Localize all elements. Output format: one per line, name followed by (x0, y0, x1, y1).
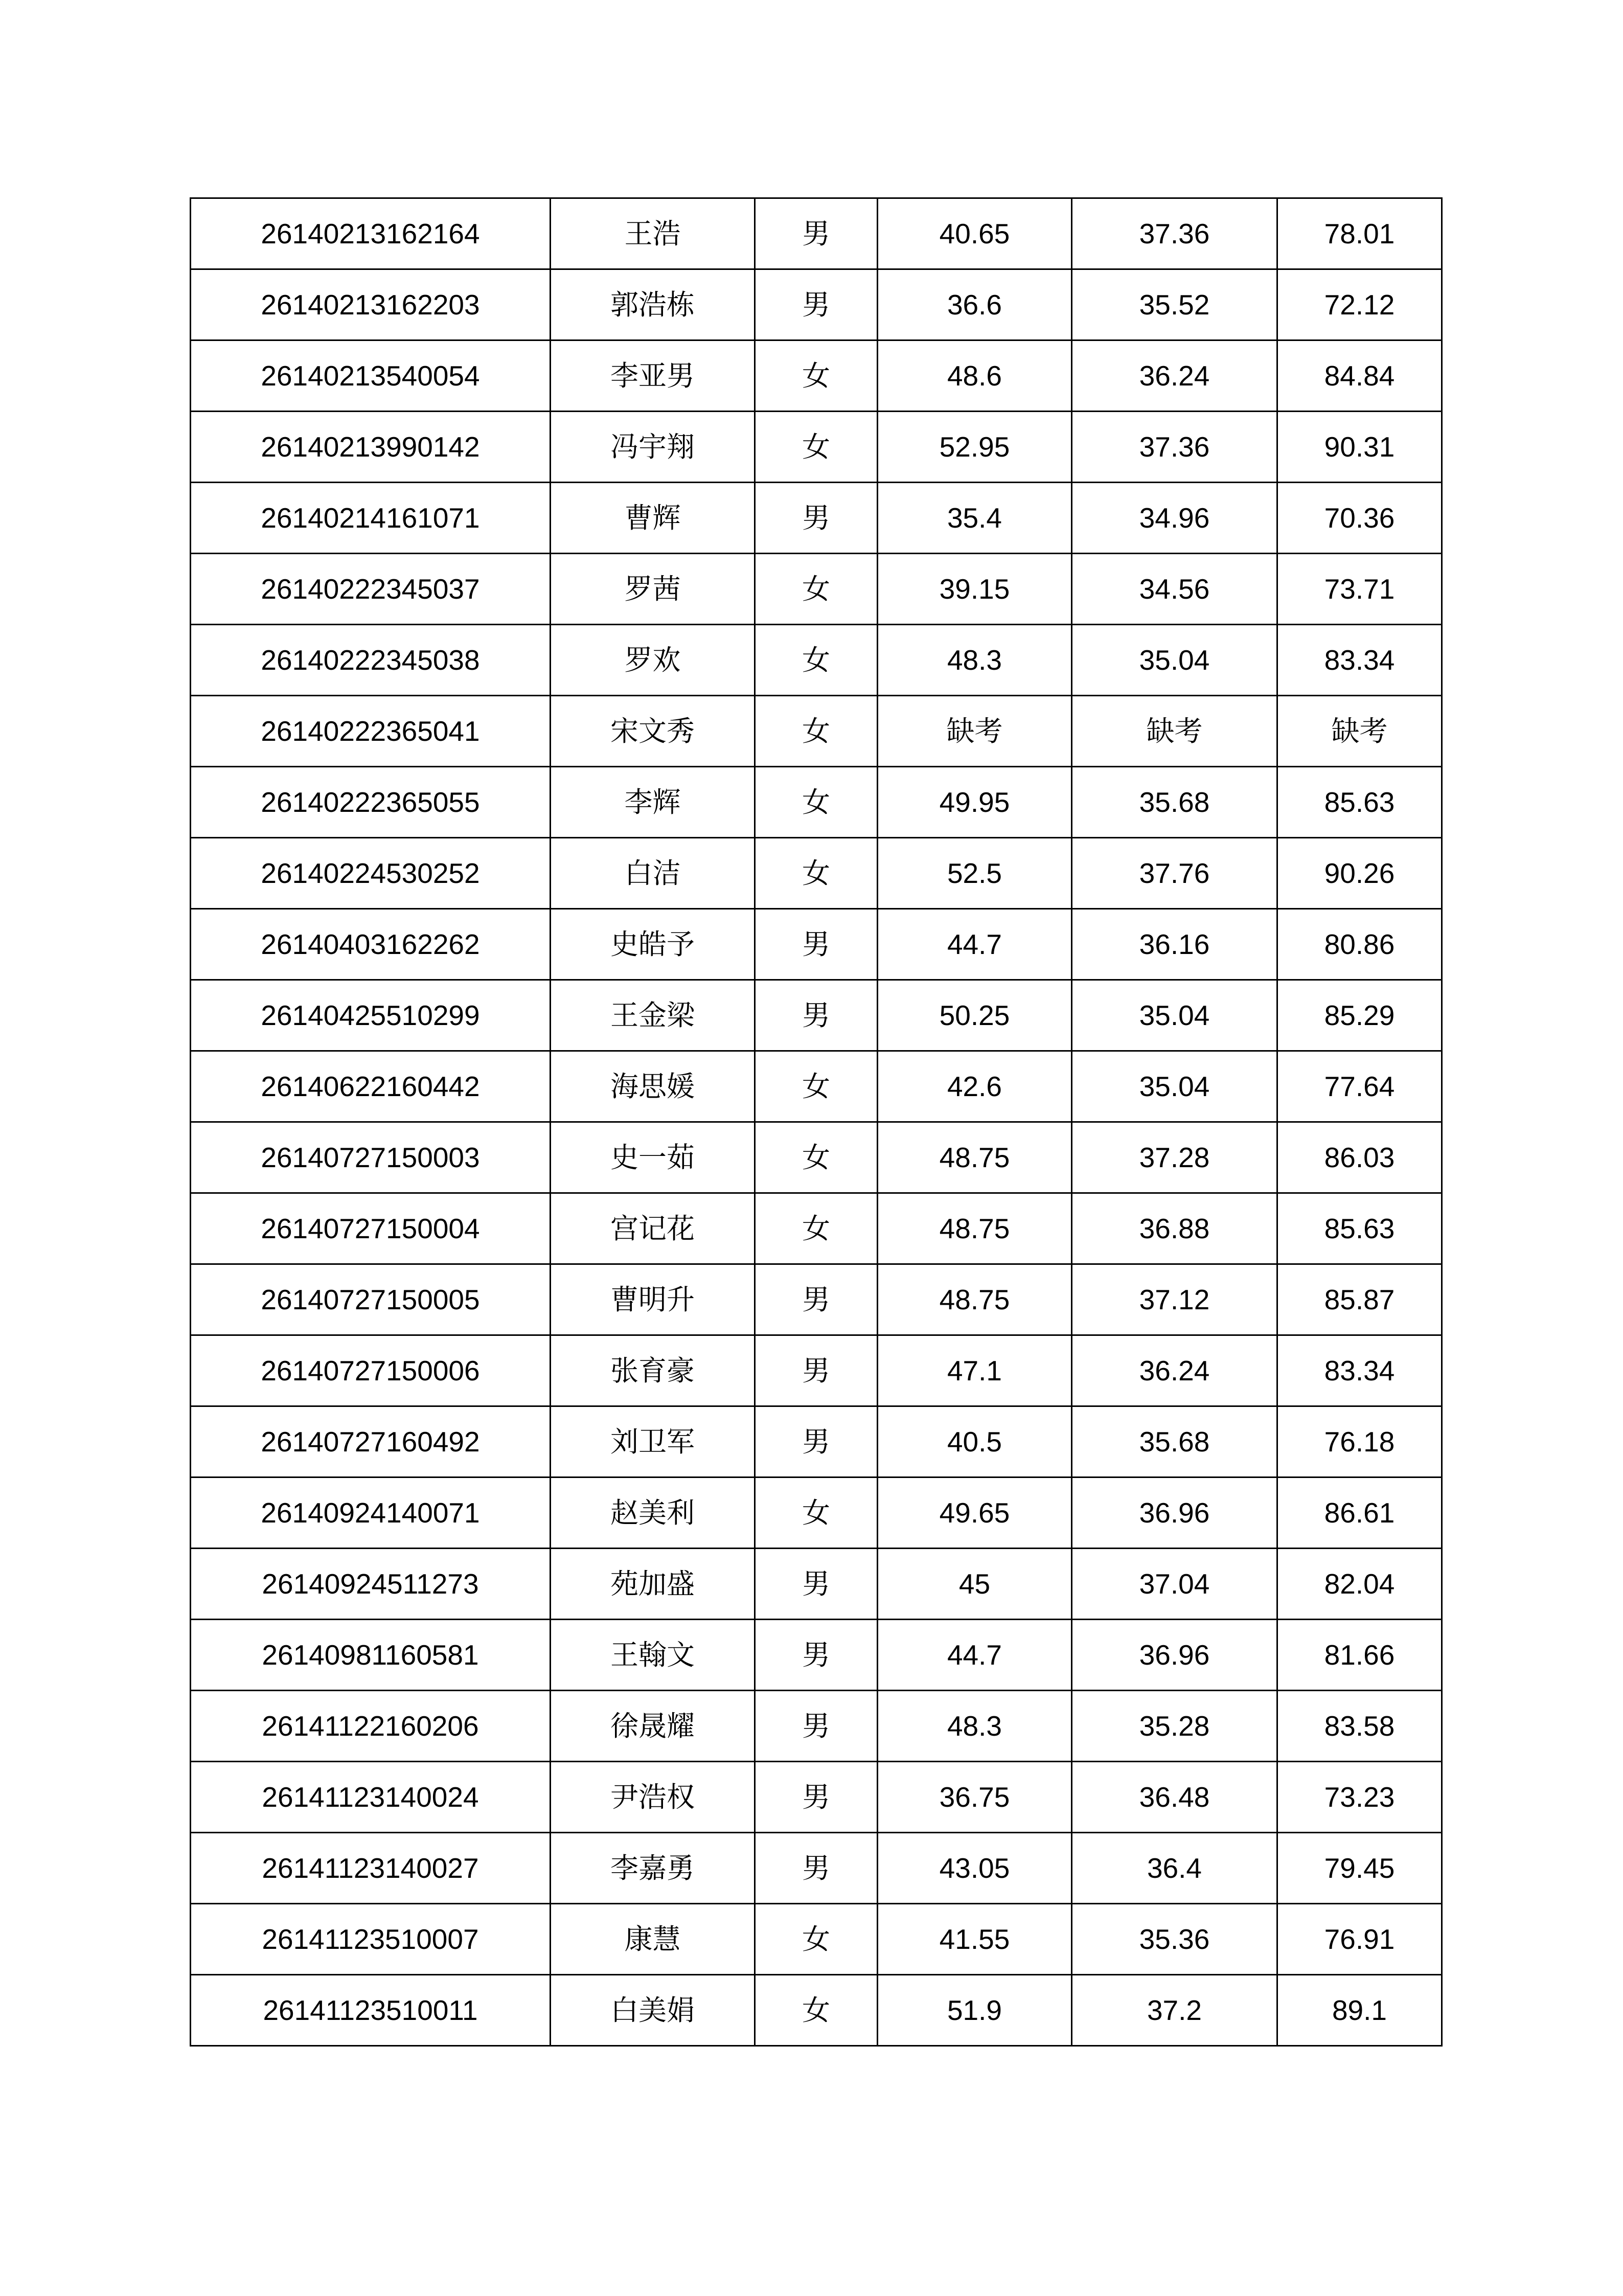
gender-cell: 女 (755, 1193, 878, 1264)
score-2-cell: 34.56 (1072, 554, 1277, 625)
table-row (191, 1335, 1442, 1406)
score-1-cell: 47.1 (878, 1335, 1072, 1406)
name-cell: 李嘉勇 (551, 1833, 755, 1904)
name-cell: 罗茜 (551, 554, 755, 625)
name-cell: 冯宇翔 (551, 412, 755, 483)
score-2-cell: 36.4 (1072, 1833, 1277, 1904)
total-score-cell: 85.63 (1277, 767, 1442, 838)
score-1-cell: 52.95 (878, 412, 1072, 483)
total-score-cell: 85.63 (1277, 1193, 1442, 1264)
total-score-cell: 89.1 (1277, 1975, 1442, 2046)
score-1-cell: 40.65 (878, 198, 1072, 269)
name-cell: 李辉 (551, 767, 755, 838)
score-2-cell: 35.68 (1072, 767, 1277, 838)
score-2-cell: 37.12 (1072, 1264, 1277, 1335)
total-score-cell: 84.84 (1277, 340, 1442, 412)
gender-cell: 女 (755, 554, 878, 625)
candidate-id-cell: 26140222365041 (191, 696, 551, 767)
table-row (191, 1406, 1442, 1477)
candidate-id-cell: 26141123140027 (191, 1833, 551, 1904)
name-cell: 宋文秀 (551, 696, 755, 767)
total-score-cell: 81.66 (1277, 1620, 1442, 1691)
total-score-cell: 83.34 (1277, 625, 1442, 696)
candidate-id-cell: 26140213162164 (191, 198, 551, 269)
score-1-cell: 39.15 (878, 554, 1072, 625)
candidate-id-cell: 26140924140071 (191, 1477, 551, 1549)
score-2-cell: 36.48 (1072, 1762, 1277, 1833)
score-2-cell: 35.28 (1072, 1691, 1277, 1762)
table-row (191, 1122, 1442, 1193)
score-1-cell: 49.65 (878, 1477, 1072, 1549)
candidate-id-cell: 26140213540054 (191, 340, 551, 412)
name-cell: 海思媛 (551, 1051, 755, 1122)
table-row (191, 625, 1442, 696)
table-row (191, 269, 1442, 340)
name-cell: 赵美利 (551, 1477, 755, 1549)
score-2-cell: 34.96 (1072, 483, 1277, 554)
score-2-cell: 36.24 (1072, 340, 1277, 412)
table-row (191, 412, 1442, 483)
name-cell: 李亚男 (551, 340, 755, 412)
candidate-id-cell: 26140224530252 (191, 838, 551, 909)
score-1-cell: 40.5 (878, 1406, 1072, 1477)
candidate-id-cell: 26140727150006 (191, 1335, 551, 1406)
candidate-id-cell: 26140727150003 (191, 1122, 551, 1193)
score-2-cell: 36.24 (1072, 1335, 1277, 1406)
total-score-cell: 72.12 (1277, 269, 1442, 340)
gender-cell: 男 (755, 980, 878, 1051)
name-cell: 白洁 (551, 838, 755, 909)
name-cell: 郭浩栋 (551, 269, 755, 340)
candidate-id-cell: 26140727150004 (191, 1193, 551, 1264)
table-row (191, 1762, 1442, 1833)
table-row (191, 1833, 1442, 1904)
total-score-cell: 77.64 (1277, 1051, 1442, 1122)
score-2-cell: 37.04 (1072, 1549, 1277, 1620)
score-1-cell: 48.75 (878, 1122, 1072, 1193)
score-2-cell: 37.28 (1072, 1122, 1277, 1193)
score-1-cell: 42.6 (878, 1051, 1072, 1122)
gender-cell: 女 (755, 412, 878, 483)
gender-cell: 女 (755, 1975, 878, 2046)
candidate-id-cell: 26140727150005 (191, 1264, 551, 1335)
score-2-cell: 37.2 (1072, 1975, 1277, 2046)
gender-cell: 女 (755, 340, 878, 412)
gender-cell: 男 (755, 1691, 878, 1762)
table-row (191, 483, 1442, 554)
score-1-cell: 50.25 (878, 980, 1072, 1051)
table-row (191, 980, 1442, 1051)
score-table (190, 197, 1443, 2047)
gender-cell: 男 (755, 483, 878, 554)
total-score-cell: 90.26 (1277, 838, 1442, 909)
score-1-cell: 48.3 (878, 625, 1072, 696)
gender-cell: 女 (755, 696, 878, 767)
name-cell: 史一茹 (551, 1122, 755, 1193)
score-1-cell: 41.55 (878, 1904, 1072, 1975)
score-1-cell: 35.4 (878, 483, 1072, 554)
candidate-id-cell: 26140622160442 (191, 1051, 551, 1122)
gender-cell: 男 (755, 1264, 878, 1335)
total-score-cell: 78.01 (1277, 198, 1442, 269)
gender-cell: 男 (755, 1335, 878, 1406)
score-1-cell: 48.75 (878, 1264, 1072, 1335)
score-1-cell: 36.75 (878, 1762, 1072, 1833)
gender-cell: 男 (755, 1406, 878, 1477)
score-1-cell: 48.3 (878, 1691, 1072, 1762)
score-2-cell: 35.04 (1072, 980, 1277, 1051)
gender-cell: 男 (755, 1620, 878, 1691)
score-2-cell: 35.52 (1072, 269, 1277, 340)
name-cell: 刘卫军 (551, 1406, 755, 1477)
candidate-id-cell: 26141123510011 (191, 1975, 551, 2046)
total-score-cell: 79.45 (1277, 1833, 1442, 1904)
table-row (191, 767, 1442, 838)
total-score-cell: 76.18 (1277, 1406, 1442, 1477)
table-row (191, 1193, 1442, 1264)
gender-cell: 女 (755, 1904, 878, 1975)
score-1-cell: 45 (878, 1549, 1072, 1620)
gender-cell: 男 (755, 1833, 878, 1904)
score-table-body (191, 198, 1442, 2046)
gender-cell: 男 (755, 909, 878, 980)
table-row (191, 1620, 1442, 1691)
score-1-cell: 44.7 (878, 909, 1072, 980)
score-2-cell: 36.96 (1072, 1477, 1277, 1549)
name-cell: 徐晟耀 (551, 1691, 755, 1762)
name-cell: 苑加盛 (551, 1549, 755, 1620)
total-score-cell: 83.58 (1277, 1691, 1442, 1762)
table-row (191, 554, 1442, 625)
table-row (191, 696, 1442, 767)
gender-cell: 男 (755, 269, 878, 340)
candidate-id-cell: 26140222345038 (191, 625, 551, 696)
gender-cell: 女 (755, 1122, 878, 1193)
score-2-cell: 37.36 (1072, 198, 1277, 269)
table-row (191, 1975, 1442, 2046)
table-row (191, 1051, 1442, 1122)
total-score-cell: 82.04 (1277, 1549, 1442, 1620)
score-1-cell: 36.6 (878, 269, 1072, 340)
candidate-id-cell: 26140222345037 (191, 554, 551, 625)
total-score-cell: 85.87 (1277, 1264, 1442, 1335)
candidate-id-cell: 26140214161071 (191, 483, 551, 554)
score-2-cell: 缺考 (1072, 696, 1277, 767)
name-cell: 尹浩权 (551, 1762, 755, 1833)
score-2-cell: 36.16 (1072, 909, 1277, 980)
gender-cell: 女 (755, 625, 878, 696)
gender-cell: 女 (755, 1477, 878, 1549)
name-cell: 王金梁 (551, 980, 755, 1051)
table-row (191, 1904, 1442, 1975)
table-row (191, 340, 1442, 412)
total-score-cell: 86.61 (1277, 1477, 1442, 1549)
table-row (191, 198, 1442, 269)
name-cell: 康慧 (551, 1904, 755, 1975)
name-cell: 罗欢 (551, 625, 755, 696)
total-score-cell: 86.03 (1277, 1122, 1442, 1193)
name-cell: 曹辉 (551, 483, 755, 554)
candidate-id-cell: 26140403162262 (191, 909, 551, 980)
total-score-cell: 83.34 (1277, 1335, 1442, 1406)
table-row (191, 909, 1442, 980)
name-cell: 王翰文 (551, 1620, 755, 1691)
candidate-id-cell: 26140213990142 (191, 412, 551, 483)
score-2-cell: 35.36 (1072, 1904, 1277, 1975)
gender-cell: 女 (755, 767, 878, 838)
total-score-cell: 80.86 (1277, 909, 1442, 980)
score-1-cell: 49.95 (878, 767, 1072, 838)
score-1-cell: 43.05 (878, 1833, 1072, 1904)
name-cell: 白美娟 (551, 1975, 755, 2046)
total-score-cell: 70.36 (1277, 483, 1442, 554)
score-2-cell: 35.04 (1072, 1051, 1277, 1122)
candidate-id-cell: 26140425510299 (191, 980, 551, 1051)
score-2-cell: 37.36 (1072, 412, 1277, 483)
name-cell: 史皓予 (551, 909, 755, 980)
score-1-cell: 缺考 (878, 696, 1072, 767)
gender-cell: 女 (755, 1051, 878, 1122)
table-row (191, 1549, 1442, 1620)
gender-cell: 男 (755, 198, 878, 269)
candidate-id-cell: 26141123140024 (191, 1762, 551, 1833)
table-row (191, 1264, 1442, 1335)
name-cell: 张育豪 (551, 1335, 755, 1406)
total-score-cell: 76.91 (1277, 1904, 1442, 1975)
candidate-id-cell: 26140213162203 (191, 269, 551, 340)
total-score-cell: 缺考 (1277, 696, 1442, 767)
candidate-id-cell: 26141122160206 (191, 1691, 551, 1762)
gender-cell: 女 (755, 838, 878, 909)
name-cell: 曹明升 (551, 1264, 755, 1335)
score-2-cell: 36.96 (1072, 1620, 1277, 1691)
name-cell: 王浩 (551, 198, 755, 269)
table-row (191, 1691, 1442, 1762)
score-2-cell: 36.88 (1072, 1193, 1277, 1264)
candidate-id-cell: 26141123510007 (191, 1904, 551, 1975)
score-1-cell: 48.6 (878, 340, 1072, 412)
candidate-id-cell: 26140222365055 (191, 767, 551, 838)
total-score-cell: 90.31 (1277, 412, 1442, 483)
total-score-cell: 73.71 (1277, 554, 1442, 625)
gender-cell: 男 (755, 1549, 878, 1620)
total-score-cell: 73.23 (1277, 1762, 1442, 1833)
candidate-id-cell: 26140981160581 (191, 1620, 551, 1691)
score-1-cell: 44.7 (878, 1620, 1072, 1691)
score-1-cell: 52.5 (878, 838, 1072, 909)
candidate-id-cell: 26140924511273 (191, 1549, 551, 1620)
table-row (191, 838, 1442, 909)
score-2-cell: 35.04 (1072, 625, 1277, 696)
score-2-cell: 35.68 (1072, 1406, 1277, 1477)
table-row (191, 1477, 1442, 1549)
score-1-cell: 48.75 (878, 1193, 1072, 1264)
gender-cell: 男 (755, 1762, 878, 1833)
candidate-id-cell: 26140727160492 (191, 1406, 551, 1477)
total-score-cell: 85.29 (1277, 980, 1442, 1051)
name-cell: 宫记花 (551, 1193, 755, 1264)
score-1-cell: 51.9 (878, 1975, 1072, 2046)
score-2-cell: 37.76 (1072, 838, 1277, 909)
